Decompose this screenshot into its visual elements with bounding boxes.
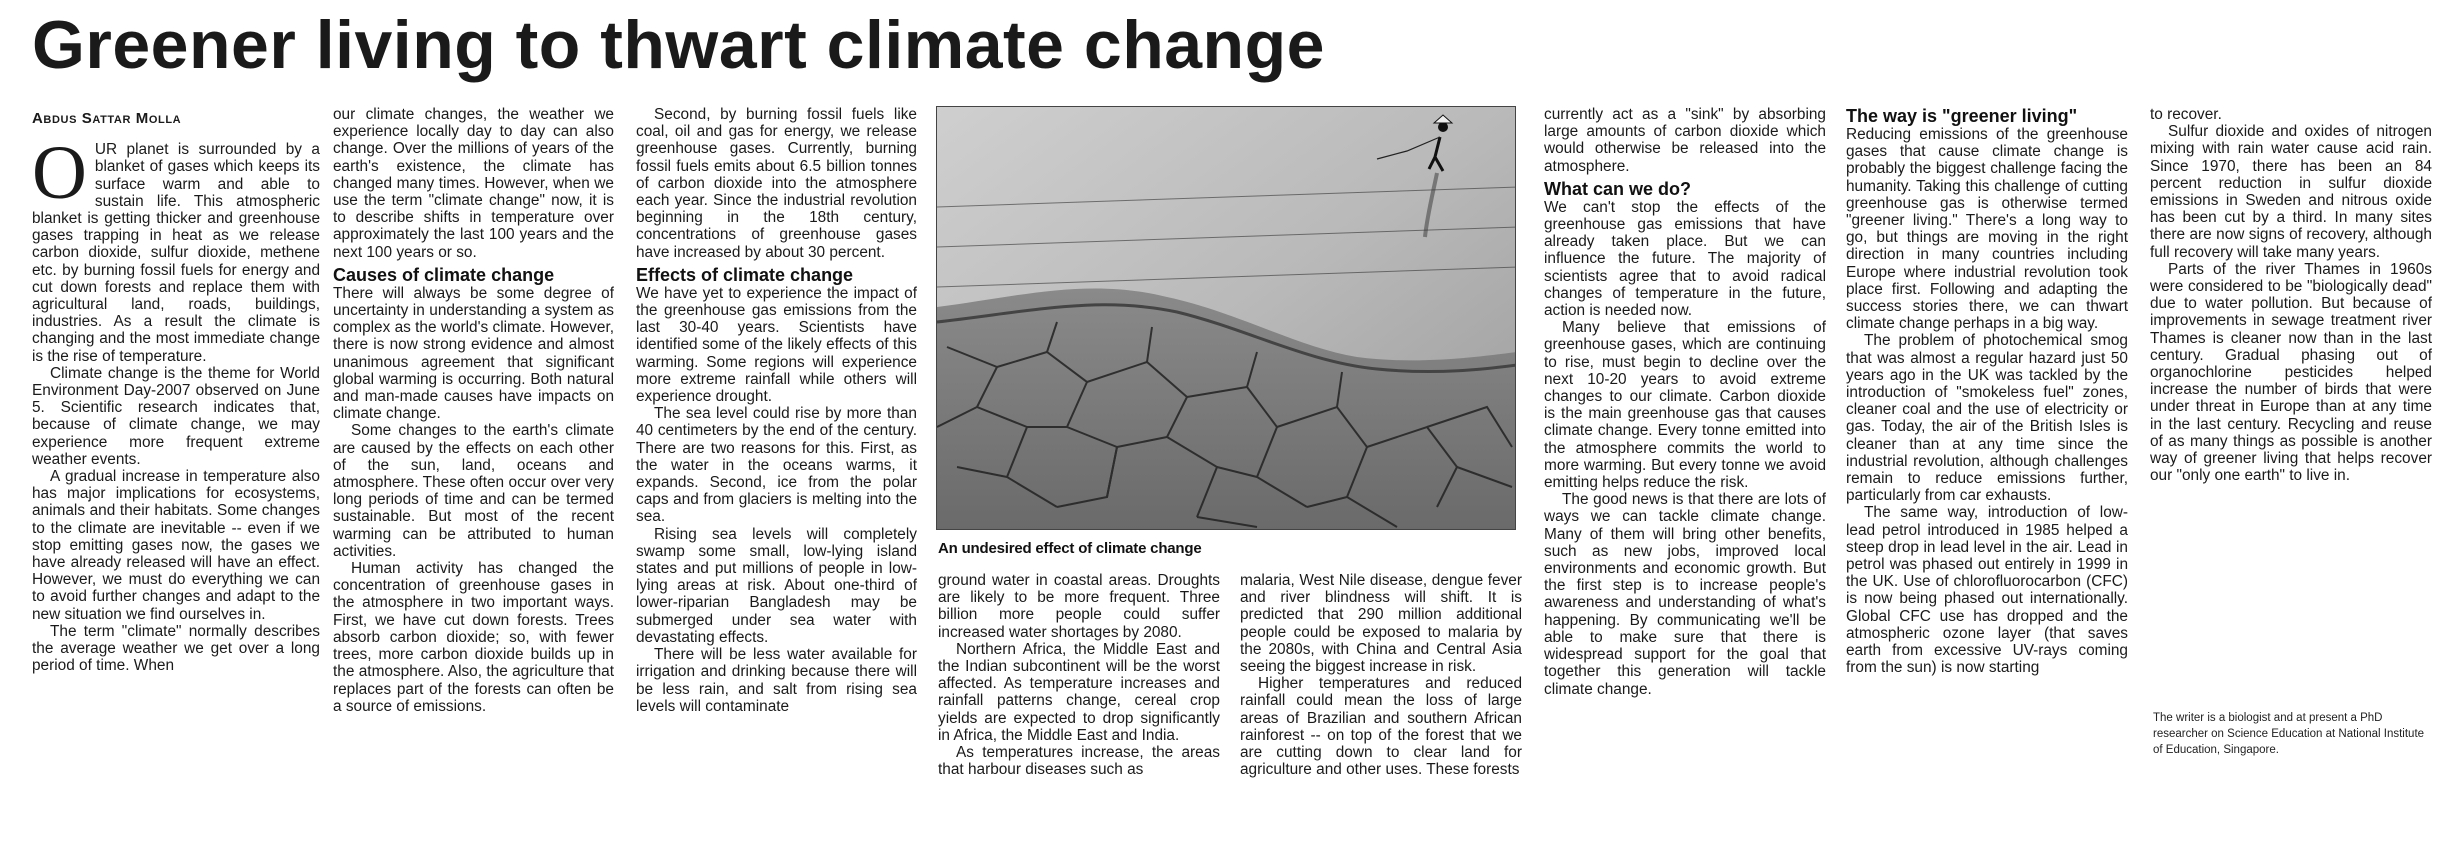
paragraph: There will always be some degree of uncertainty in understanding a system as complex as the world's climate. However, there is now strong evidence and almost unanimous agreement that significant global warming is occurring. Both natural and man-made causes have impacts on climate change. [333, 284, 614, 423]
article-column-4 [938, 572, 1220, 865]
paragraph: OUR planet is surrounded by a blanket of gases which keeps its surface warm and able to sustain life. This atmospheric blanket is getting thicker and greenhouse gases trapping in heat as we release carbon dioxide, sulfur dioxide, methene etc. by burning fossil fuels for energy and cut down forests and replace them with agricultural land, roads, buildings, industries. As a result the climate is changing and the most immediate change is the rise of temperature. [32, 131, 320, 365]
paragraph: Many believe that emissions of greenhouse gases, which are continuing to rise, must begin to decline over the next 10-20 years to avoid extreme changes to our climate. Carbon dioxide is the main greenhouse gas that causes climate change. Every tonne emitted into the atmosphere commits the world to more warming. But every tonne we avoid emitting helps reduce the risk. [1544, 319, 1826, 492]
paragraph: The good news is that there are lots of ways we can tackle climate change. Many of them will bring other benefits, such as new jobs, improved local environments and economic growth. But the first step is to increase people's awareness and understanding of what's happening. By communicating we'll be able to make sure that there is widespread support for the goal that together this generation will tackle climate change. [1544, 491, 1826, 698]
paragraph: We can't stop the effects of the greenhouse gas emissions that have already taken place. But we can influence the future. The majority of scientists agree that to avoid radical changes of temperature in the future, action is needed now. [1544, 198, 1826, 320]
section-heading: What can we do? [1544, 178, 1692, 199]
paragraph: ground water in coastal areas. Droughts are likely to be more frequent. Three billion more people could suffer increased water shortages by 2080. [938, 572, 1220, 641]
paragraph: Second, by burning fossil fuels like coal, oil and gas for energy, we release greenhouse gases. Currently, burning fossil fuels emits about 6.5 billion tonnes of carbon dioxide into the atmosphere each year. Since the industrial revolution beginning in the 18th century, concentrations of greenhouse gases have increased by about 30 percent. [636, 106, 917, 261]
paragraph: Parts of the river Thames in 1960s were considered to be "biologically dead" due to water pollution. But because of improvements in sewage treatment river Thames is cleaner now than in the last century. Gradual phasing out of organochlorine pesticides helped increase the number of birds that were under threat in Europe than at any time in the last century. Recycling and reuse of as many things as possible is another way of greener living that helps recover our "only one earth" to live in. [2150, 260, 2432, 485]
article-column-8 [2150, 106, 2432, 696]
paragraph: The same way, introduction of low-lead petrol introduced in 1985 helped a steep drop in lead level in the air. Lead in petrol was phased out entirely in 1999 in the UK. Use of chlorofluorocarbon (CFC) is now being phased out internationally. Global CFC use has dropped and the atmospheric ozone layer (that saves earth from excessive UV-rays coming from the sun) is now starting [1846, 504, 2128, 677]
paragraph: We have yet to experience the impact of the greenhouse gas emissions from the last 30-40 years. Scientists have identified some of the likely effects of this warming. Some regions will experience more extreme rainfall while others will experience drought. [636, 284, 917, 406]
paragraph: our climate changes, the weather we experience locally day to day can also change. Over the millions of years of the earth's existence, the climate has changed many times. However, when we use the term "climate change" now, it is to describe shifts in temperature over approximately the last 100 years and the next 100 years or so. [333, 106, 614, 261]
paragraph: The term "climate" normally describes the average weather we get over a long period of time. When [32, 622, 320, 675]
cracked-earth-photo [936, 106, 1516, 530]
article-column-3 [636, 106, 917, 865]
paragraph: There will be less water available for irrigation and drinking because there will be less rain, and salt from rising sea levels will contaminate [636, 646, 917, 715]
paragraph: Human activity has changed the concentration of greenhouse gases in the atmosphere in two important ways. First, we have cut down forests. Trees absorb carbon dioxide; so, with fewer trees, more carbon dioxide builds up in the atmosphere. Also, the agriculture that replaces part of the forests can often be a source of emissions. [333, 560, 614, 715]
paragraph: Northern Africa, the Middle East and the Indian subcontinent will be the worst affected. As temperature increases and rainfall patterns change, cereal crop yields are expected to drop significantly in Africa, the Middle East and India. [938, 640, 1220, 744]
article-column-5 [1240, 572, 1522, 865]
article-column-7 [1846, 106, 2128, 865]
paragraph: As temperatures increase, the areas that harbour diseases such as [938, 744, 1220, 779]
article-column-2 [333, 106, 614, 865]
paragraph: Reducing emissions of the greenhouse gases that cause climate change is probably the biggest challenge facing the humanity. Taking this challenge of cutting greenhouse gas is otherwise termed "greener living." There's a long way to go, but things are moving in the right direction in many countries including Europe where industrial revolution took place first. Following and adapting the success stories there, we can thwart climate change perhaps in a big way. [1846, 126, 2128, 333]
section-heading: Effects of climate change [636, 264, 854, 285]
paragraph: The sea level could rise by more than 40 centimeters by the end of the century. There are two reasons for this. First, as the water in the oceans warms, it expands. Second, ice from the polar caps and from glaciers is melting into the sea. [636, 405, 917, 526]
byline: Abdus Sattar Molla [32, 110, 182, 127]
author-note: The writer is a biologist and at present a PhD researcher on Science Education at National Institute of Education, Singapore. [2153, 712, 2425, 756]
paragraph: Sulfur dioxide and oxides of nitrogen mixing with rain water cause acid rain. Since 1970, there has been an 84 percent reduction in sulfur dioxide emissions in Sweden and nitrous oxide has been cut by a third. In many sites there are now signs of recovery, although full recovery will take many years. [2150, 123, 2432, 261]
paragraph: Climate change is the theme for World Environment Day-2007 observed on June 5. Scientific research indicates that, because of climate change, we may experience more frequent extreme weather events. [32, 364, 320, 468]
section-heading: Causes of climate change [333, 264, 555, 285]
paragraph: currently act as a "sink" by absorbing large amounts of carbon dioxide which would otherwise be released into the atmosphere. [1544, 106, 1826, 175]
paragraph: to recover. [2150, 106, 2222, 123]
paragraph: malaria, West Nile disease, dengue fever and river blindness will shift. It is predicted that 290 million additional people could be exposed to malaria by the 2080s, with China and Central Asia seeing the biggest increase in risk. [1240, 572, 1522, 676]
paragraph: Higher temperatures and reduced rainfall could mean the loss of large areas of Brazilian and southern African rainforest -- on top of the forest that we are cutting down to clear land for agriculture and other uses. These forests [1240, 675, 1522, 779]
article-column-6 [1544, 106, 1826, 865]
paragraph: Rising sea levels will completely swamp some small, low-lying island states and put millions of people in low-lying areas at risk. About one-third of lower-riparian Bangladesh may be submerged under sea water with devastating effects. [636, 525, 917, 646]
paragraph: The problem of photochemical smog that was almost a regular hazard just 50 years ago in the UK was tackled by the introduction of "smokeless fuel" zones, cleaner coal and the use of electricity or gas. Today, the air of the British Isles is cleaner than at any time since the industrial revolution, although challenges remain to reduce emissions further, particularly from car exhausts. [1846, 332, 2128, 505]
paragraph: Some changes to the earth's climate are caused by the effects on each other of the sun, land, oceans and atmosphere. These often occur over very long periods of time and can be termed sustainable. But most of the recent warming can be attributed to human activities. [333, 422, 614, 560]
article-column-1 [32, 110, 320, 865]
section-heading: The way is "greener living" [1846, 106, 2078, 126]
photo-caption: An undesired effect of climate change [938, 540, 1202, 557]
headline: Greener living to thwart climate change [32, 7, 1325, 83]
drop-cap: O [32, 131, 87, 216]
paragraph: A gradual increase in temperature also has major implications for ecosystems, animals and their habitats. Some changes to the climate are inevitable -- even if we stop emitting gases now, the gases we have already released will have an effect. However, we must do everything we can to avoid further changes and adapt to the new situation we find ourselves in. [32, 468, 320, 623]
